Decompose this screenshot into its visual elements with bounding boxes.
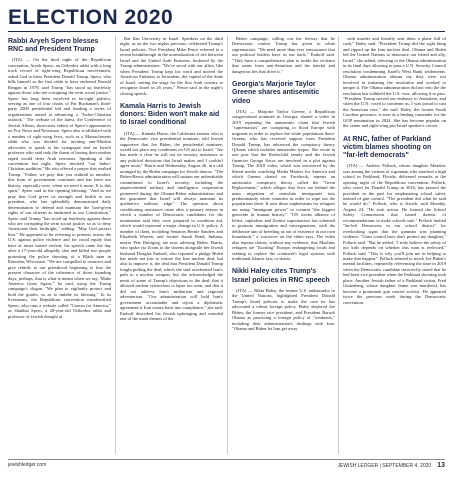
article-body: (JTA) — Andrew Pollack, whose daughter Meadow was among the victims of a gunman who attacked a high school in Parkland, Florida, delivered remarks at the opening night of the Republican convention. Pollack, who voted for Donald Trump in 2016, has praised the president in the past for emphasizing school safety instead of gun control. "The president did what he said he would do," Pollack, who is Jewish, said Monday, August 24. "He took action. He formed the School Safety Commission that issued dozens of recommendations to make schools safe." Pollack faulted "far-left Democrats in our school district" for overlooking signs that the gunman was planning violence. "Guns control laws don't protect my daughter," Pollack said. "But he added, "I truly believe the safety of our kids depends on whether this man is reelected," Pollack said. "This is why you'll join me in helping to make that happen." Pollack seemed to mock Joe Biden's mental facilities, repeatedly referencing the time in 2019 when the Democratic candidate incorrectly stated that he had been vice president when the Parkland shooting took place. Another Jewish father of a Parkland victim, Fred Guttenberg, whose daughter Jaime was murdered, has become a prominent gun control activist. He appeared twice the previous week during the Democratic convention. — [343, 163, 446, 305]
article-column-2 — [120, 36, 223, 456]
headline-spero: Rabbi Aryeh Spero blesses RNC and President Trump — [8, 38, 99, 54]
article-body: (JTA) — Kamala Harris, the California senator who is the Democratic vice presidential nominee, told Jewish supporters that Joe Biden, the presidential nominee, would not place any conditions on US aid to Israel. "Joe has made it clear he will not tie security assistance to any political decisions that Israel makes and I couldn't agree more," Harris said Wednesday, August 26, in a call arranged by the Biden campaign for Jewish donors. "The Biden-Harris administration will sustain our unbreakable commitment to Israel's security, including the unprecedented military and intelligence cooperation pioneered during the Obama-Biden administration and the guarantee that Israel will always maintain its qualitative military edge." The question about conditioning assistance came after a primary season in which a number of Democratic candidates for the nomination said they were prepared to condition aid, which would represent a major change in U.S. policy. A number of them, including Senators Bernie Sanders and Elizabeth Warren, and former South Bend, Indiana, mayor Pete Buttigieg, are now advising Biden. Harris, who spoke via Zoom to the dozens alongside her Jewish husband Douglas Emhoff, also repeated a pledge Biden has made not just to restore the Iran nuclear deal, but also to improve it, the deal that President Donald Trump fought pulling the deal, which she said accelerated Iran's path to a nuclear weapon, but she acknowledged the merit of some of Trump's objections to the deal; that it allowed nuclear restrictions to lapse too soon, and that it did not address Iran's militarism and regional adventurism. "Our administration will hold Iran's government accountable and rejoin a diplomatic agreement if Iran comes back into compliance," she said. Emhoff described his Jewish upbringing and sounded one of the main themes of the — [120, 130, 223, 321]
footer-publication — [337, 462, 445, 469]
headline-harris: Kamala Harris to Jewish donors: Biden won't make aid to Israel conditional — [120, 102, 220, 127]
article-body: (JTA) — On the third night of the Republican convention, Aryeh Spero, an Orthodox rabbi with a long track record of right-wing Republican involvement, asked God to bless President Donald Trump. Spero, who bills himself as the first rabbi to have endorsed Ronald Reagan in 1979, said Trump "has stood up fearlessly against those who are corrupting the term social justice." Spero has long been involved in far-right politics, serving as one of four chairs of Pat Buchanan's third-party 2000 presidential bid and heading a series of organizations aimed at advancing a "Judeo-Christian outlook." The website of the latest, the Conference of Jewish Affairs, showcases videos of Spero's appearances on Fox News and Newsmax. Spero also is affiliated with a number of right-wing Jews, such as a Massachusetts rabbi who was derided for inviting anti-Muslim advocates to speak at his synagogue and an Israeli professor who said only the threat of having their mother raped would deter Arab terrorists. Speaking at the convention last night, Spero invoked "our Judeo-Christian tradition," He also offered a prayer that exalted Trump. "Father, we pray that you enthrall in mindset, this form of government continues and has been our history, especially now, when we need it more. It is this spirit," Spero said in the opening blessing. "And as we pray that God gives us strength and health to our president, who has splendidly demonstrated daily determination to defend and maintain the God-given rights of our citizens as enshrined in our Constitution." Spero said Trump "has stood up fearlessly against those who are corrupting the term social justice, so as to deny Americans their birthright," adding, "May God protect him." He appeared to be referring to protests across the U.S. against police violence and for racial equity that have at times turned violent; his speech came the day after a 17-year-old allegedly shot and killed two people protesting the police shooting of a Black man in Kenosha, Wisconsin. "We are compelled to resurrect and give rebirth, to our priesthood beginning to lose the present character of the coherence of those founding days, perhaps, that is what is meant when we say, 'Make America Great Again,'" he said, using the Trump campaign's slogan. "We plan to vigilantly protect and hold the guides, so as to imbibe its blessing." In its livestream, the Republican convention misidentified Spero, who runs a website called "Caucus for America," as Shabbat Spero, a 28-year-old Orthodox rabbi and professor of Jewish thought at — [8, 57, 111, 319]
article-column-4 — [343, 36, 446, 456]
article-body: Bar Ilan University in Israel. Speakers on the third night, as on the two nights previous, celebrated Trump's Israel policies. Vice President Mike Pence referred to a recent breakthrough in the normalization of ties between Israel and the United Arab Emirates, brokered by the Trump administration. "We've stood with our allies, like when President Trump kept his word and moved the American Embassy to Jerusalem, the capital of the State of Israel, setting the stage for the first Arab country to recognize Israel in 26 years," Pence said in the night's closing speech. — [120, 36, 223, 96]
footer-masthead: JEWISH LEDGER | SEPTEMBER 4, 2020 — [337, 463, 432, 469]
section-banner: ELECTION 2020 — [8, 6, 174, 29]
article-body: (JTA) — Marjorie Taylor Greene, a Republican congressional nominee in Georgia, shared a video in 2019 repeating the antisemitic claim that Jewish "supremacists" are conspiring to flood Europe with migrants in order to replace the white populations there. Greene, who has received support from President Donald Trump, has advanced the conspiracy theory QAnon, which includes antisemitic tropes. She wrote in one post that the Rothschild family and the Jewish financier George Soros are involved in a plot against Trump. The 2018 video, which was uncovered by the liberal media watchdog Media Matters for America and which Greene shared on Facebook, repeats an antisemitic conspiracy theory called the "Great Replacement," which alleges that Jews are behind the mass migration of nonwhite immigrants into predominantly white countries in order to wipe out the populations there. It uses those euphemisms for refugees are using "immigrant power" to commit "the biggest genocide in human history." "UN works alliance of leftist, capitalists and Zionist supremacists has schemed to promote immigration and miscegenation, with the deliberate aim of breeding us out of existence in our own homelands," a voiceover on the video says. The video also repeats claims, without any evidence, that Muslims refugees are "flooding" Europe, endangering locals and seeking to replace the continent's legal systems with traditional Islamic law, or sharia. — [232, 108, 335, 262]
article-body: with murder and literally sent them a plane full of cash," Haley said. "President Trump did the right thing and ripped up the Iran nuclear deal. Obama and Biden led the United Nations to denounce our friend and ally, Israel," she added, referring to the Obama administration in its final days allowing to pass a U.N. Security Council resolution condemning Israel's West Bank settlements. Obama administration alumni say they were not involved in initiating the resolution and worked to temper it. The Obama administration did not veto the the resolution but withheld the U.S. vote, allowing it to pass. "President Trump moved our embassy to Jerusalem, and when the U.N. voted to condemn us, I was proud to cast the American vote," she said. Haley, the former South Carolina governor, is seen as a leading contender for the GOP nomination in 2024. She has become popular on the center and right-wing pro-Israel speaker's circuit. — [343, 36, 446, 129]
headline-greene: Georgia's Marjorie Taylor Greene shares antisemitic video — [232, 81, 320, 105]
headline-pollack: At RNC, father of Parkland victim blames shooting on "far-left democrats" — [343, 135, 432, 160]
column-divider — [115, 36, 116, 454]
banner-rule — [8, 31, 445, 32]
column-divider — [338, 36, 339, 454]
page-number: 13 — [437, 462, 445, 469]
article-body: Biden campaign, calling out the leeway that he Democratic contest Trump has given to white supremacists. "We need more than ever reassurance that our political leaders have us our back," Emhoff said. "They have a comprehensive plan to tackle the violence that stems from anti-Semitism and the hateful and dangerous lies that drive it." — [232, 36, 335, 74]
article-column-3 — [232, 36, 335, 456]
footer-website: jewishledger.com — [8, 462, 47, 468]
article-body: (JTA) — Nikki Haley, the former U.S. ambassador to the United Nations, highlighted President Donald Trump's Israel policies to make the case he has advocated a robust foreign policy. Haley deplored Joe Biden, the former vice president, and President Barack Obama as practicing a foreign policy of "weakness," including their administration's dealings with Iran. "Obama and Biden let Iran get away — [232, 287, 335, 332]
footer-rule — [8, 459, 445, 460]
article-column-1 — [8, 36, 111, 456]
headline-haley: Nikki Haley cites Trump's Israel policies in RNC speech — [232, 268, 330, 284]
column-divider — [227, 36, 228, 454]
